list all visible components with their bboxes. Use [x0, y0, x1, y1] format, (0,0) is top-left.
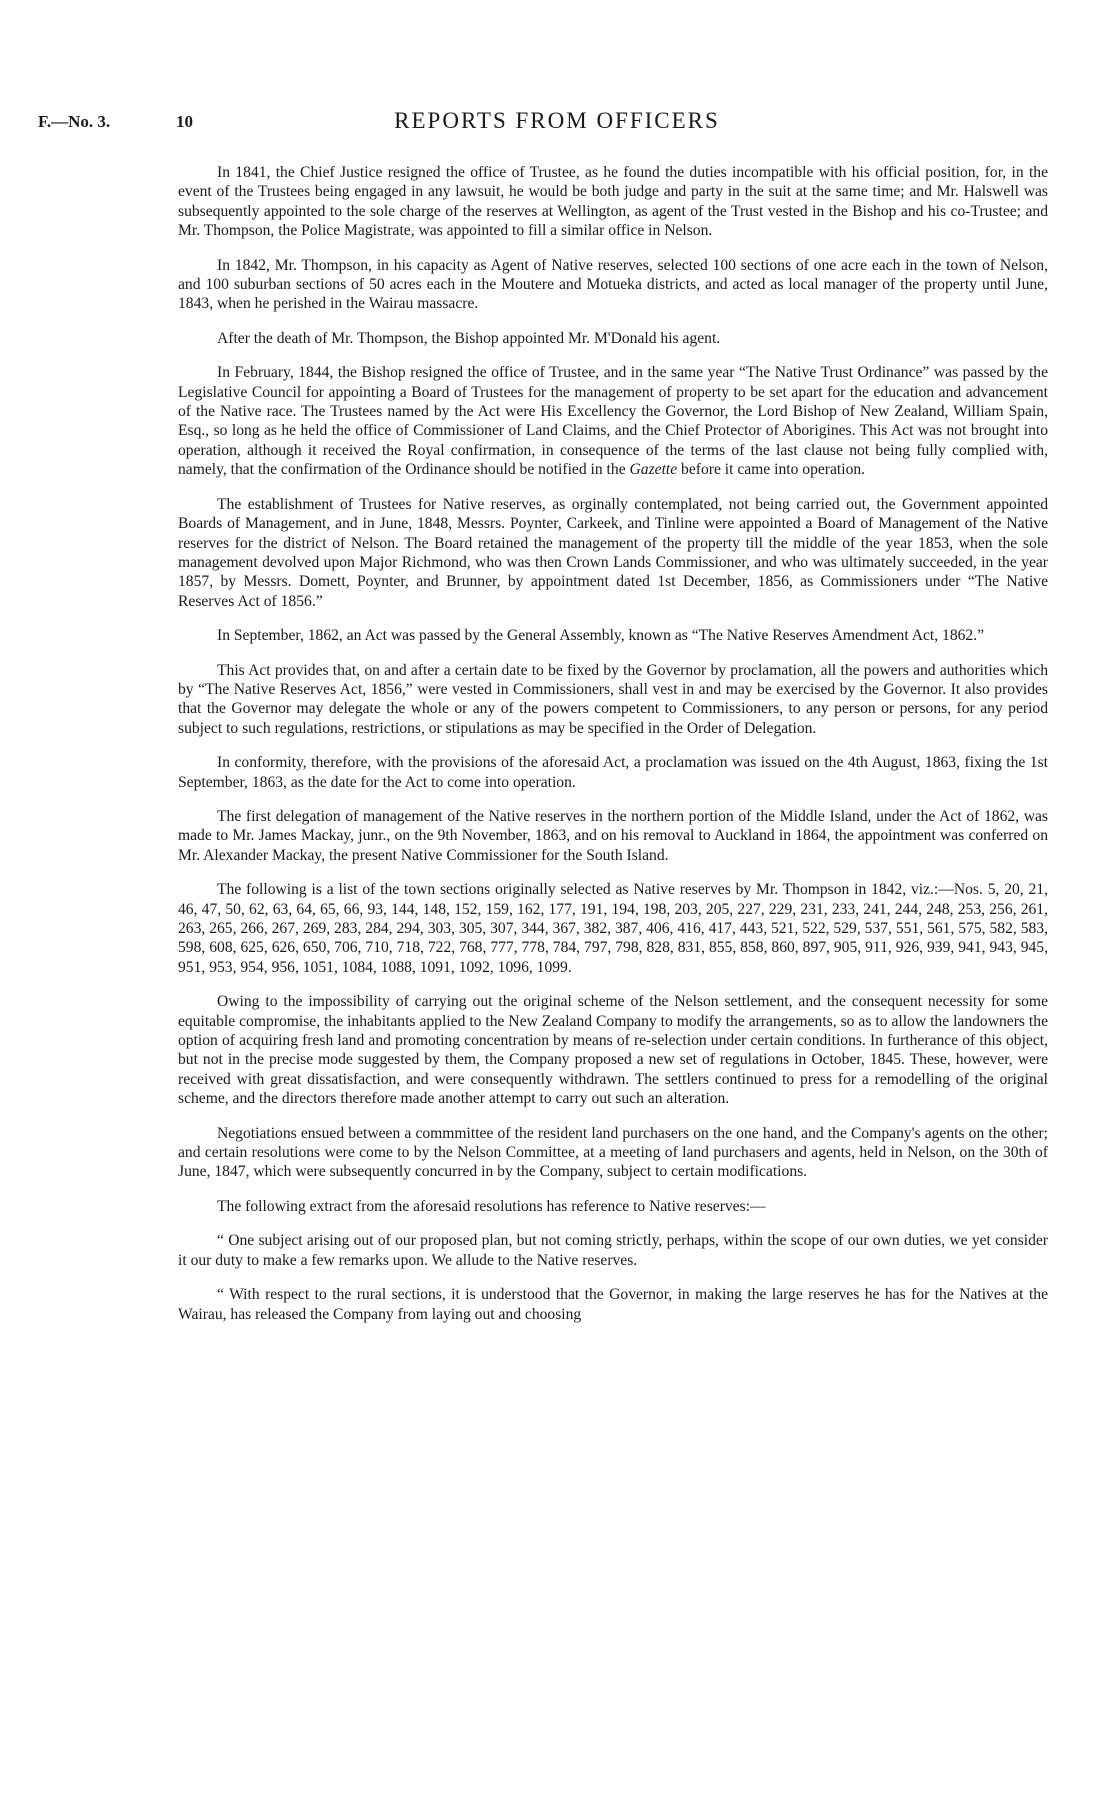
gazette-italic: Gazette: [629, 461, 678, 479]
page-header: [0, 108, 1114, 138]
paragraph-boards-of-management: The establishment of Trustees for Native reserves, as orginally contemplated, not being carried out, the Government appointed Boards of Management, and in June, 1848, Messrs. Poynter, Carkeek, and Tinline were appointed a Board of Management of the Native reserves for the district of Nelson. The Board retained the management of the property till the middle of the year 1853, when the sole management devolved upon Major Richmond, who was then Crown Lands Commissioner, and who was ultimately succeeded, in the year 1857, by Messrs. Domett, Poynter, and Brunner, by appointment dated 1st December, 1856, as Commissioners under “The Native Reserves Act of 1856.”: [178, 495, 1048, 610]
paragraph-first-delegation: The first delegation of management of the Native reserves in the northern portion of the Middle Island, under the Act of 1862, was made to Mr. James Mackay, junr., on the 9th November, 1863, and on his removal to Auckland in 1864, the appointment was conferred on Mr. Alexander Mackay, the present Native Commissioner for the South Island.: [178, 807, 1048, 864]
paragraph-quote-one: “ One subject arising out of our proposed plan, but not coming strictly, perhaps, within the scope of our own duties, we yet consider it our duty to make a few remarks upon. We allude to the Native reserves.: [178, 1232, 1048, 1269]
paragraph-proclamation: In conformity, therefore, with the provisions of the aforesaid Act, a proclamation was issued on the 4th August, 1863, fixing the 1st September, 1863, as the date for the Act to come into operation.: [178, 754, 1048, 791]
paragraph-quote-two: “ With respect to the rural sections, it is understood that the Governor, in making the large reserves he has for the Natives at the Wairau, has released the Company from laying out and choosing: [178, 1286, 1048, 1323]
page-number: 10: [176, 112, 193, 131]
paragraph-nelson-settlement: Owing to the impossibility of carrying out the original scheme of the Nelson settlement, and the consequent necessity for some equitable compromise, the inhabitants applied to the New Zealand Company to modify the arrangements, so as to allow the landowners the option of acquiring fresh land and promoting concentration by means of re-selection under certain conditions. In furtherance of this object, but not in the precise mode suggested by them, the Company proposed a new set of regulations in October, 1845. These, however, were received with great dissatisfaction, and were consequently withdrawn. The settlers continued to press for a remodelling of the original scheme, and the directors therefore made another attempt to carry out such an alteration.: [178, 993, 1048, 1108]
body-text: [178, 163, 1048, 1339]
paragraph-thompson-selection: In 1842, Mr. Thompson, in his capacity as Agent of Native reserves, selected 100 sections of one acre each in the town of Nelson, and 100 suburban sections of 50 acres each in the Moutere and Motueka districts, and acted as local manager of the property until June, 1843, when he perished in the Wairau massacre.: [178, 256, 1048, 313]
paragraph-town-sections-list: The following is a list of the town sections originally selected as Native reserves by Mr. Thompson in 1842, viz.:—Nos. 5, 20, 21, 46, 47, 50, 62, 63, 64, 65, 66, 93, 144, 148, 152, 159, 162, 177, 191, 194, 198, 203, 205, 227, 229, 231, 233, 241, 244, 248, 253, 256, 261, 263, 265, 266, 267, 269, 283, 284, 294, 303, 305, 307, 344, 367, 382, 387, 406, 416, 417, 443, 521, 522, 529, 537, 551, 561, 575, 582, 583, 598, 608, 625, 626, 650, 706, 710, 718, 722, 768, 777, 778, 784, 797, 798, 828, 831, 855, 858, 860, 897, 905, 911, 926, 939, 941, 943, 945, 951, 953, 954, 956, 1051, 1084, 1088, 1091, 1092, 1096, 1099.: [178, 881, 1048, 976]
paragraph-amendment-act: In September, 1862, an Act was passed by the General Assembly, known as “The Native Reserves Amendment Act, 1862.”: [217, 627, 985, 645]
paragraph-negotiations: Negotiations ensued between a commmittee of the resident land purchasers on the one hand, and the Company's agents on the other; and certain resolutions were come to by the Nelson Committee, at a meeting of land purchasers and agents, held in Nelson, on the 30th of June, 1847, which were subsequently concurred in by the Company, subject to certain modifications.: [178, 1124, 1048, 1181]
paragraph-act-provisions: This Act provides that, on and after a certain date to be fixed by the Governor by proclamation, all the powers and authorities which by “The Native Reserves Act, 1856,” were vested in Commissioners, shall vest in and may be exercised by the Governor. It also provides that the Governor may delegate the whole or any of the powers competent to Commissioners, to any person or persons, for any period subject to such regulations, restrictions, or stipulations as may be specified in the Order of Delegation.: [178, 661, 1048, 737]
document-reference: F.—No. 3.: [38, 112, 111, 131]
paragraph-trustee-resignation: In 1841, the Chief Justice resigned the office of Trustee, as he found the duties incompatible with his official position, for, in the event of the Trustees being engaged in any lawsuit, he would be both judge and party in the suit at the same time; and Mr. Halswell was subsequently appointed to the sole charge of the reserves at Wellington, as agent of the Trust vested in the Bishop and his co-Trustee; and Mr. Thompson, the Police Magistrate, was appointed to fill a similar office in Nelson.: [178, 164, 1048, 240]
paragraph-native-trust-ordinance: In February, 1844, the Bishop resigned the office of Trustee, and in the same year “The Native Trust Ordinance” was passed by the Legislative Council for appointing a Board of Trustees for the management of property to be set apart for the education and advancement of the Native race. The Trustees named by the Act were His Excellency the Governor, the Lord Bishop of New Zealand, William Spain, Esq., so long as he held the office of Commissioner of Land Claims, and the Chief Protector of Aborigines. This Act was not brought into operation, although it received the Royal confirmation, in consequence of the terms of the last clause not being fully complied with, namely, that the confirmation of the Ordinance should be notified in the Gazette before it came into operation.: [178, 364, 1048, 479]
running-title: REPORTS FROM OFFICERS: [394, 108, 720, 133]
paragraph-extract-intro: The following extract from the aforesaid resolutions has reference to Native reserves:—: [217, 1197, 766, 1215]
paragraph-mdonald-agent: After the death of Mr. Thompson, the Bishop appointed Mr. M'Donald his agent.: [217, 329, 721, 347]
